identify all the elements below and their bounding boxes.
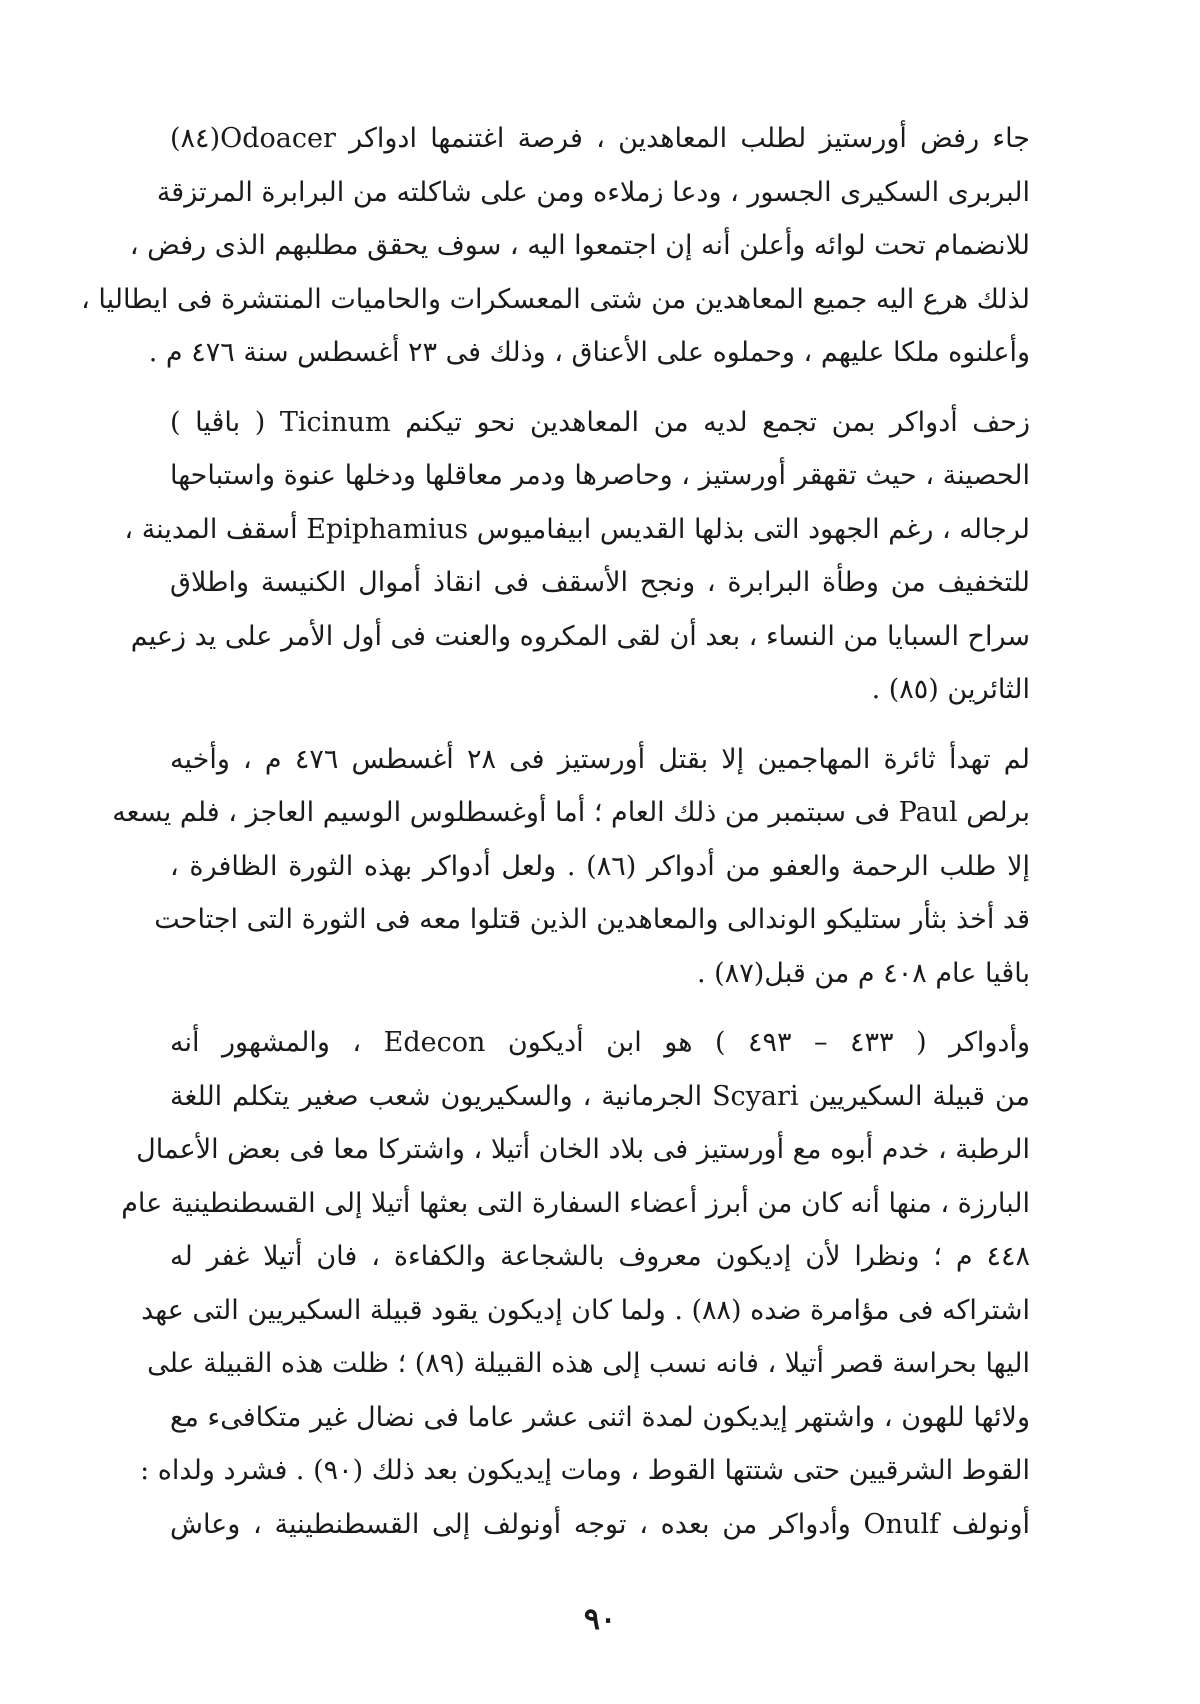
text-line: ٤٤٨ م ؛ ونظرا لأن إديكون معروف بالشجاعة والكفاءة ، فان أتيلا غفر له bbox=[170, 1241, 1030, 1272]
text-line: البارزة ، منها أنه كان من أبرز أعضاء السفارة التى بعثها أتيلا إلى القسطنطينية عام bbox=[121, 1187, 1030, 1219]
paragraph-3 bbox=[112, 733, 1030, 1001]
paragraph-2 bbox=[124, 396, 1030, 717]
text-line: قد أخذ بثأر ستليكو الوندالى والمعاهدين الذين قتلوا معه فى الثورة التى اجتاحت bbox=[154, 904, 1030, 935]
paragraph-4 bbox=[121, 1016, 1031, 1551]
text-line: من قبيلة السكيريين Scyari الجرمانية ، والسكيريون شعب صغير يتكلم اللغة bbox=[170, 1080, 1031, 1112]
text-line: للتخفيف من وطأة البرابرة ، ونجح الأسقف فى انقاذ أموال الكنيسة واطلاق bbox=[170, 567, 1030, 598]
text-line: أونولف Onulf وأدواكر من بعده ، توجه أونولف إلى القسطنطينية ، وعاش bbox=[170, 1508, 1030, 1540]
text-line: للانضمام تحت لوائه وأعلن أنه إن اجتمعوا اليه ، سوف يحقق مطلبهم الذى رفض ، bbox=[129, 230, 1030, 261]
text-line: اشتراكه فى مؤامرة ضده (٨٨) . ولما كان إديكون يقود قبيلة السكيريين التى عهد bbox=[141, 1294, 1030, 1326]
text-line: زحف أدواكر بمن تجمع لديه من المعاهدين نحو تيكنم Ticinum ( باڤيا ) bbox=[170, 406, 1030, 438]
text-line: لم تهدأ ثائرة المهاجمين إلا بقتل أورستيز فى ٢٨ أغسطس ٤٧٦ م ، وأخيه bbox=[170, 743, 1030, 775]
text-line: ولائها للهون ، واشتهر إيديكون لمدة اثنى عشر عاما فى نضال غير متكافىء مع bbox=[170, 1401, 1030, 1433]
text-line: الحصينة ، حيث تقهقر أورستيز ، وحاصرها ودمر معاقلها ودخلها عنوة واستباحها bbox=[170, 460, 1030, 491]
page-number: ٩٠ bbox=[583, 1602, 617, 1637]
text-line: البربرى السكيرى الجسور ، ودعا زملاءه ومن على شاكلته من البرابرة المرتزقة bbox=[156, 176, 1030, 208]
paragraph-1 bbox=[81, 112, 1030, 380]
text-line: لرجاله ، رغم الجهود التى بذلها القديس ابيفاميوس Epiphamius أسقف المدينة ، bbox=[124, 513, 1030, 545]
text-line: الثائرين (٨٥) . bbox=[871, 674, 1030, 705]
text-line: القوط الشرقيين حتى شتتها القوط ، ومات إيديكون بعد ذلك (٩٠) . فشرد ولداه : bbox=[140, 1455, 1030, 1486]
text-line: برلص Paul فى سبتمبر من ذلك العام ؛ أما أوغسطلوس الوسيم العاجز ، فلم يسعه bbox=[112, 797, 1030, 828]
text-line: اليها بحراسة قصر أتيلا ، فانه نسب إلى هذه القبيلة (٨٩) ؛ ظلت هذه القبيلة على bbox=[147, 1348, 1030, 1379]
text-line: لذلك هرع اليه جميع المعاهدين من شتى المعسكرات والحاميات المنتشرة فى ايطاليا ، bbox=[81, 283, 1030, 315]
text-line: وأدواكر ( ٤٣٣ – ٤٩٣ ) هو ابن أديكون Edecon ، والمشهور أنه bbox=[170, 1027, 1030, 1058]
text-line: باڤيا عام ٤٠٨ م من قبل(٨٧) . bbox=[697, 957, 1030, 989]
text-line: سراح السبايا من النساء ، بعد أن لقى المكروه والعنت فى أول الأمر على يد زعيم bbox=[130, 620, 1030, 652]
page-text bbox=[81, 112, 1031, 1567]
text-line: جاء رفض أورستيز لطلب المعاهدين ، فرصة اغتنمها ادواكر Odoacer(٨٤) bbox=[170, 123, 1030, 154]
text-line: الرطبة ، خدم أبوه مع أورستيز فى بلاد الخان أتيلا ، واشتركا معا فى بعض الأعمال bbox=[136, 1134, 1030, 1165]
text-line: وأعلنوه ملكا عليهم ، وحملوه على الأعناق ، وذلك فى ٢٣ أغسطس سنة ٤٧٦ م . bbox=[148, 337, 1030, 368]
text-line: إلا طلب الرحمة والعفو من أدواكر (٨٦) . ولعل أدواكر بهذه الثورة الظافرة ، bbox=[170, 850, 1030, 882]
